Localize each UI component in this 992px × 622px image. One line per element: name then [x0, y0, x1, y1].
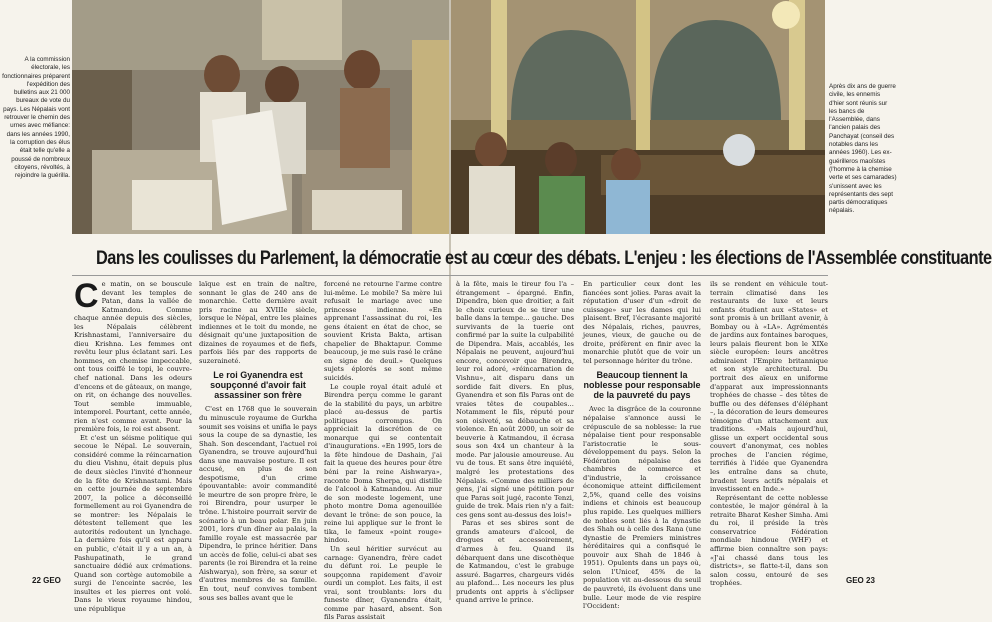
- column-5-paragraph-2: Avec la disgrâce de la couronne népalaise s'annonce aussi le crépuscule de sa noblesse: la rue népalaise tient pour responsable l'aristocratie le sous-développement du pays. Selon la Fédération népalaise des chambres de commerce et d'industrie, la croissance économique atteint difficilement 2,5%, quand celle des voisins indiens et chinois est beaucoup plus rapide. Les quelques milliers de nobles sont liés à la dynastie des Shah ou à celle des Rana (une dynastie de Premiers ministres héréditaires qui a confisqué le pouvoir aux Shah de 1846 à 1951). Opulents dans un pays où, selon l'Unicef, 45% de la population vit au-dessous du seuil de pauvreté, ils évoluent dans une bulle. Leur mode de vie respire l'Occident:: [583, 405, 701, 611]
- photo-election-commission: [72, 0, 450, 234]
- page-gutter: [449, 0, 451, 600]
- page-number-left: 22 GEO: [32, 576, 61, 585]
- headline-rule: [72, 275, 828, 276]
- column-1-paragraph-1-text: e matin, on se bouscule devant les temples de Patan, dans la vallée de Katmandou. Comme chaque année depuis des siècles, les Népalais célèbrent Krishnastami, l'anniversaire du dieu Krishna. Les femmes ont revêtu leur plus éclatant sari. Les hommes, en chemise impeccable, ont tous coiffé le topi, le couvre-chef national. Dans les odeurs d'encens et de gâteaux, on mange, on rit, on échange des nouvelles. Tout semble immuable, intemporel. Pourtant, cette année, rien n'est comme avant. Pour la première fois, le roi est absent.: [74, 280, 192, 434]
- assembly-hall-illustration: [451, 0, 825, 234]
- column-3-paragraph-3: Un seul héritier survécut au carnage: Gyanendra, frère cadet du défunt roi. Le peuple le soupçonna rapidement d'avoir ourdi un complot. Les faits, il est vrai, sont troublants: lors du funeste dîner, Gyanendra était, comme par hasard, absent. Son fils Paras assistait: [324, 544, 442, 622]
- election-office-illustration: [72, 0, 450, 234]
- column-1-paragraph-1: [74, 277, 192, 434]
- column-3-paragraph-1: forcené ne retourne l'arme contre lui-même. Le mobile? Sa mère lui refusait le mariage avec une princesse indienne. «En apprenant l'assassinat du roi, les gens étaient en état de choc, se souvient Krista Bakta, artisan chapelier de Bhaktapur. Comme beaucoup, je me suis rasé le crâne en signe de deuil.» Quelques sujets éplorés se sont même suicidés.: [324, 280, 442, 383]
- subheading-king-gyanendra: Le roi Gyanendra est soupçonné d'avoir fait assassiner son frère: [210, 370, 306, 401]
- text-column-1: [74, 277, 192, 613]
- page-number-right: GEO 23: [846, 576, 875, 585]
- subheading-nobility: Beaucoup tiennent la noblesse pour responsable de la pauvreté du pays: [583, 370, 701, 401]
- article-headline: Dans les coulisses du Parlement, la démocratie est au cœur des débats. L'enjeu : les élections de l'Assemblée constituante: [96, 248, 992, 269]
- column-2-paragraph-2: C'est en 1768 que le souverain du minuscule royaume de Gurkha soumit ses voisins et unifia le pays sous la coupe de sa dynastie, les Shah. Son descendant, l'actuel roi Gyanendra, se trouve aujourd'hui dans une mauvaise posture. Il est accusé, en plus de son despotisme, d'un crime épouvantable: avoir commandité le meurtre de son propre frère, le roi Birendra, pour usurper le trône. L'histoire pourrait servir de scénario à un beau polar. En juin 2001, lors d'un dîner au palais, la famille royale est massacrée par Dipendra, le prince héritier. Dans un accès de folie, celui-ci abat ses parents (le roi Birendra et la reine Aishwarya), son frère, sa sœur et d'autres membres de sa famille. En tout, neuf convives tombent sous ses balles avant que le: [199, 405, 317, 602]
- column-4-paragraph-2: Paras et ses sbires sont de grands amateurs d'alcool, de drogues et accessoirement, d'armes à feu. Quand ils débarquent dans une discothèque de Katmandou, c'est le grabuge assuré. Bagarres, chargeurs vidés au plafond… Les noceurs les plus prudents ont appris à s'éclipser quand arrive le prince.: [456, 519, 574, 605]
- photo-assembly-hall: [451, 0, 825, 234]
- column-2-paragraph-1: laïque est en train de naître, sonnant le glas de 240 ans de monarchie. Cette dernière avait pris racine au XVIIIe siècle, lorsque le Népal, entre les plaines indiennes et le toit du monde, ne désignait qu'une juxtaposition de dizaines de royaumes et de fiefs, parfois liés par des rapports de suzeraineté.: [199, 280, 317, 365]
- column-6-paragraph-2: Représentant de cette noblesse contestée, le major général à la retraite Bharat Kesher Simha. Ami du roi, il préside la très conservatrice Fédération mondiale hindoue (WHF) et affirme bien connaître son pays: «J'ai chassé dans tous les districts», se flatte-t-il, dans son salon cossu, entouré de ses trophées.: [710, 493, 828, 588]
- photo-left-caption: A la commission électorale, les fonctionnaires préparent l'expédition des bulletins aux 21 000 bureaux de vote du pays. Les Népalais vont retrouver le chemin des urnes avec méfiance: dans les années 1990, la corruption des élus était telle qu'elle a poussé de nombreux citoyens, révoltés, à rejoindre la guérilla.: [2, 56, 70, 180]
- text-column-4: [456, 280, 574, 605]
- column-5-paragraph-1: En particulier ceux dont les fiancées sont jolies. Paras avait la réputation d'user d'un «droit de cuissage» sur les dames qui lui plaisent. Bref, l'écrasante majorité des Népalais, riches, pauvres, jeunes, vieux, de gauche ou de droite, préfèrent en finir avec la monarchie plutôt que de voir un tel personnage hériter du trône.: [583, 280, 701, 365]
- text-column-3: [324, 280, 442, 622]
- column-4-paragraph-1: à la fête, mais le tireur fou l'a – étrangement – épargné. Enfin, Dipendra, bien que droitier, a fait le choix curieux de se tirer une balle dans la tempe… gauche. Des survivants de la tuerie ont confirmé par la suite la culpabilité de Dipendra. Mais, accablés, les Népalais ne peuvent, aujourd'hui encore, concevoir que Birendra, leur roi adoré, «réincarnation de Vishnu», ait disparu dans un sordide fait divers. En plus, Gyanendra et son fils Paras ont de vraies têtes de coupables… Notamment le fils, réputé pour son oisiveté, sa débauche et sa violence. En août 2000, un soir de beuverie à Katmandou, il écrasa sous son 4x4 un chanteur à la mode. Par jalousie amoureuse. Au vu de tous. Et sans être inquiété, malgré les protestations des Népalais. «Comme des milliers de gens, j'ai signé une pétition pour que Paras soit jugé, raconte Tenzi, guide de trek. Mais rien n'y a fait: ces gens sont au-dessus des lois!»: [456, 280, 574, 519]
- column-6-paragraph-1: ils se rendent en véhicule tout-terrain climatisé dans les restaurants de luxe et leurs enfants étudient aux «States» et sont promis à un brillant avenir, à Bombay ou à «LA». Agrémentés de jardins aux fontaines baroques, leurs palais fleurent bon le XIXe siècle européen: leurs ancêtres admiraient l'Empire britannique et son style architectural. Du portrait des aïeux en uniforme d'apparat aux impressionnants trophées de chasse – des têtes de buffle ou des défenses d'éléphant –, la décoration de leurs demeures témoigne d'un attachement aux traditions. «Mais aujourd'hui, glisse un expert occidental sous couvert d'anonymat, ces nobles proches de l'ancien régime, terrifiés à l'idée que Gyanendra les entraîne dans sa chute, bradent leurs actifs népalais et investissent en Inde.»: [710, 280, 828, 494]
- column-3-paragraph-2: Le couple royal était adulé et Birendra perçu comme le garant de la stabilité du pays, un arbitre placé au-dessus de partis politiques corrompus. On appréciait la discrétion de ce monarque qui se contentait d'inaugurations. «En 1995, lors de la fête hindoue de Dashain, j'ai fait la queue des heures pour être béni par la reine Aishwarya», raconte Doma Sherpa, qui distille de l'alcool à Katmandou. Au mur de son modeste logement, une photo montre Doma agenouillée devant le trône: de son pouce, la reine lui applique sur le front le tika, le fameux «point rouge» hindou.: [324, 382, 442, 545]
- text-column-5: [583, 280, 701, 611]
- column-1-paragraph-2: Et c'est un séisme politique qui secoue le Népal. Le souverain, considéré comme la réincarnation du dieu Vishnu, était depuis plus de deux siècles l'invité d'honneur de la fête de Krishnastami. Mais en cette journée de septembre 2007, la police a déconseillé formellement au roi Gyanendra de se montrer: les Népalais le détestent tellement que les autorités redoutent un lynchage. La dernière fois qu'il est apparu en public, c'était il y a un an, à Pashupatinath, le grand sanctuaire dédié aux crémations. Quand son cortège automobile a surgi de l'enceinte sacrée, les insultes et les pierres ont volé. Dans le vieux royaume hindou, une république: [74, 433, 192, 613]
- text-column-6: [710, 280, 828, 588]
- photo-right-caption: Après dix ans de guerre civile, les ennemis d'hier sont réunis sur les bancs de l'Assemblée, dans l'ancien palais des Panchayat (conseil des notables dans les années 1960). Les ex-guérilleros maoïstes (l'homme à la chemise verte et ses camarades) s'unissent avec les représentants des sept partis démocratiques népalais.: [829, 83, 897, 215]
- drop-cap: C: [74, 277, 99, 315]
- text-column-2: [199, 280, 317, 602]
